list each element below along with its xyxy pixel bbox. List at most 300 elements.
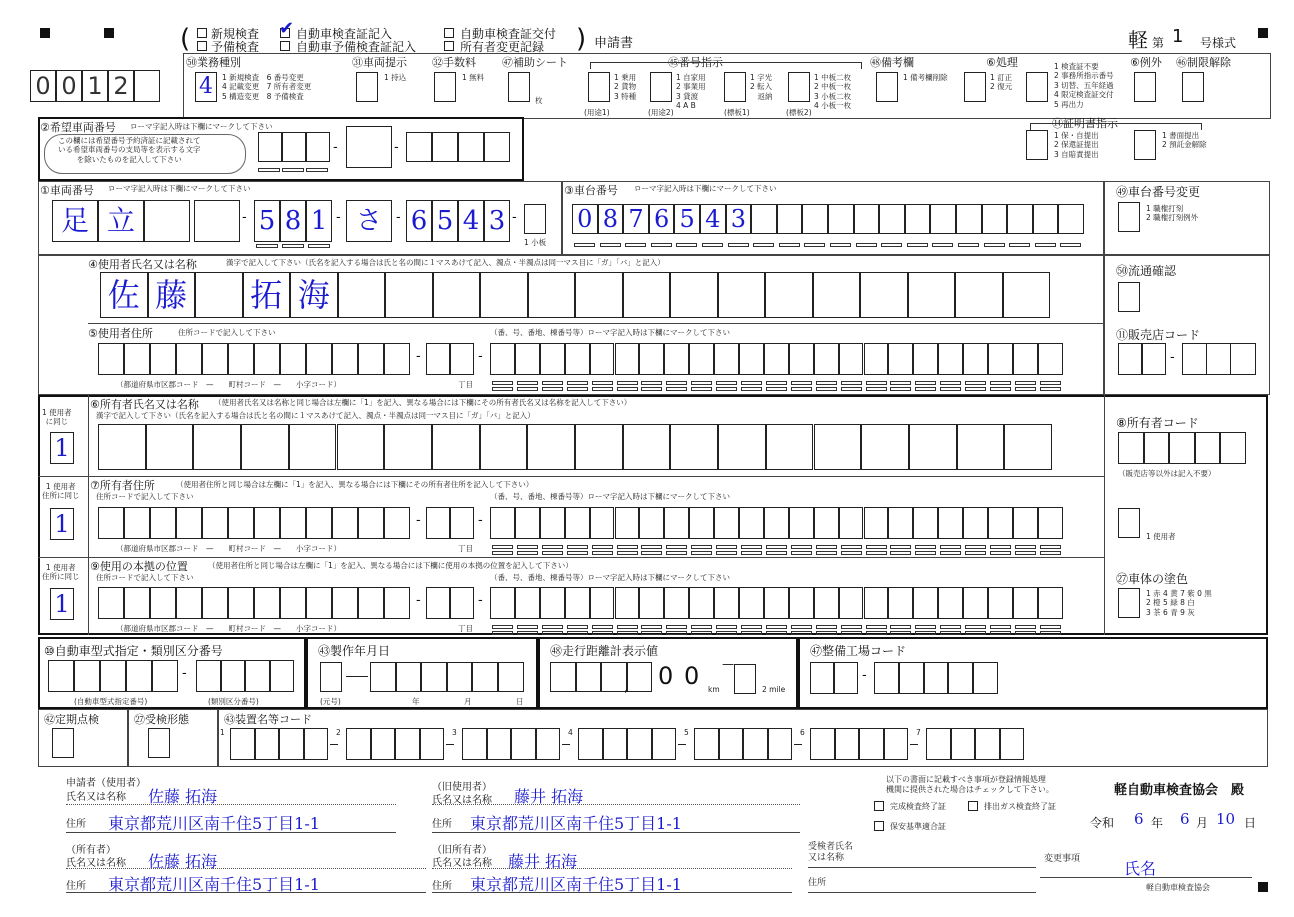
chassis-cell[interactable]: 3 (726, 204, 752, 234)
romaji-mark-line[interactable] (866, 631, 887, 635)
equipment-code-cell[interactable] (487, 728, 512, 760)
address-detail-cell[interactable] (764, 343, 789, 375)
romaji-mark-line[interactable] (256, 244, 278, 248)
equipment-code-cell[interactable] (371, 728, 396, 760)
romaji-mark-line[interactable] (567, 545, 588, 549)
address-detail-cell[interactable] (988, 587, 1013, 619)
romaji-mark-line[interactable] (517, 545, 538, 549)
romaji-mark-line[interactable] (617, 631, 638, 635)
desired-plate-kana-cell[interactable] (346, 126, 392, 168)
plate-kana[interactable]: さ (346, 200, 392, 242)
user-name-cell[interactable]: 佐 (100, 272, 148, 318)
body-color-field[interactable] (1118, 588, 1140, 618)
user-name-cell[interactable] (860, 272, 908, 318)
romaji-mark-line[interactable] (984, 243, 1005, 247)
address-code-cell[interactable] (306, 343, 332, 375)
serial-digit[interactable]: 0 (30, 70, 56, 102)
address-code-cell[interactable] (150, 343, 176, 375)
address-detail-cell[interactable] (689, 343, 714, 375)
romaji-mark-line[interactable] (791, 545, 812, 549)
chassis-change-field[interactable] (1118, 202, 1140, 232)
romaji-mark-line[interactable] (1040, 381, 1061, 385)
address-code-cell[interactable] (384, 507, 410, 539)
address-detail-cell[interactable] (664, 343, 689, 375)
owner-same-field[interactable]: 1 (50, 432, 74, 464)
equipment-code-cell[interactable] (627, 728, 652, 760)
romaji-mark-line[interactable] (517, 625, 538, 629)
address-detail-cell[interactable] (913, 587, 938, 619)
user-name-cell[interactable] (1003, 272, 1051, 318)
user-name-cell[interactable] (955, 272, 1003, 318)
romaji-mark-line[interactable] (1060, 243, 1081, 247)
chassis-cell[interactable] (956, 204, 982, 234)
romaji-mark-line[interactable] (1040, 545, 1061, 549)
romaji-mark-line[interactable] (830, 243, 851, 247)
romaji-mark-line[interactable] (940, 381, 961, 385)
owner-name-cell[interactable] (1004, 424, 1052, 470)
romaji-mark-line[interactable] (691, 631, 712, 635)
address-detail-cell[interactable] (789, 587, 814, 619)
romaji-mark-line[interactable] (641, 551, 662, 555)
user-name-cell[interactable]: 海 (290, 272, 338, 318)
equipment-code-cell[interactable] (768, 728, 793, 760)
owner-name-cell[interactable] (98, 424, 146, 470)
footer-owner-name[interactable]: 佐藤 拓海 (148, 852, 218, 871)
address-detail-cell[interactable] (714, 343, 739, 375)
romaji-mark-line[interactable] (791, 551, 812, 555)
romaji-mark-line[interactable] (691, 545, 712, 549)
equipment-code-cell[interactable] (859, 728, 884, 760)
romaji-mark-line[interactable] (666, 387, 687, 391)
equipment-code-cell[interactable] (511, 728, 536, 760)
romaji-mark-line[interactable] (716, 387, 737, 391)
address-detail-cell[interactable] (764, 507, 789, 539)
romaji-mark-line[interactable] (741, 551, 762, 555)
romaji-mark-line[interactable] (766, 631, 787, 635)
romaji-mark-line[interactable] (617, 387, 638, 391)
owner-code-cell[interactable] (1144, 432, 1170, 464)
user-name-cell[interactable] (480, 272, 528, 318)
plate-region-char[interactable] (144, 200, 190, 242)
romaji-mark-line[interactable] (890, 551, 911, 555)
equipment-code-cell[interactable] (743, 728, 768, 760)
address-code-cell[interactable] (124, 507, 150, 539)
romaji-mark-line[interactable] (791, 381, 812, 385)
model-number-cell[interactable] (152, 660, 178, 692)
address-detail-cell[interactable] (913, 507, 938, 539)
romaji-mark-line[interactable] (791, 631, 812, 635)
address-detail-cell[interactable] (1013, 587, 1038, 619)
address-code-cell[interactable] (202, 507, 228, 539)
address-detail-cell[interactable] (515, 507, 540, 539)
address-detail-cell[interactable] (814, 587, 839, 619)
user-name-cell[interactable]: 藤 (148, 272, 196, 318)
address-code-cell[interactable] (306, 507, 332, 539)
address-code-cell[interactable] (358, 343, 384, 375)
base-same-field[interactable]: 1 (50, 588, 74, 620)
chassis-cell[interactable] (802, 204, 828, 234)
equipment-code-cell[interactable] (395, 728, 420, 760)
old-owner-address[interactable]: 東京都荒川区南千住5丁目1-1 (470, 875, 682, 894)
serial-digit[interactable] (134, 70, 160, 102)
romaji-mark-line[interactable] (592, 631, 613, 635)
model-number-cell[interactable] (126, 660, 152, 692)
romaji-mark-line[interactable] (600, 243, 621, 247)
process-b-field[interactable] (1026, 72, 1048, 102)
chassis-cell[interactable] (1007, 204, 1033, 234)
business-type-field[interactable]: 4 (195, 72, 217, 102)
romaji-mark-line[interactable] (965, 387, 986, 391)
romaji-mark-line[interactable] (1015, 551, 1036, 555)
romaji-mark-line[interactable] (517, 387, 538, 391)
romaji-mark-line[interactable] (965, 381, 986, 385)
use1-field[interactable] (588, 72, 610, 102)
romaji-mark-line[interactable] (766, 381, 787, 385)
romaji-mark-line[interactable] (816, 625, 837, 629)
romaji-mark-line[interactable] (915, 625, 936, 629)
romaji-mark-line[interactable] (841, 631, 862, 635)
romaji-mark-line[interactable] (542, 625, 563, 629)
romaji-mark-line[interactable] (1015, 631, 1036, 635)
address-code-cell[interactable] (450, 507, 474, 539)
romaji-mark-line[interactable] (866, 551, 887, 555)
romaji-mark-line[interactable] (1015, 381, 1036, 385)
owner-code-cell[interactable] (1118, 432, 1144, 464)
equipment-code-cell[interactable] (279, 728, 304, 760)
address-code-cell[interactable] (228, 507, 254, 539)
address-detail-cell[interactable] (963, 587, 988, 619)
desired-plate-serial-cell[interactable] (484, 132, 510, 162)
garage-code-cell[interactable] (874, 662, 899, 694)
romaji-mark-line[interactable] (866, 545, 887, 549)
user-name-cell[interactable] (433, 272, 481, 318)
date-cell[interactable] (396, 662, 422, 692)
romaji-mark-line[interactable] (965, 625, 986, 629)
romaji-mark-line[interactable] (666, 381, 687, 385)
romaji-mark-line[interactable] (676, 243, 697, 247)
address-detail-cell[interactable] (963, 343, 988, 375)
romaji-mark-line[interactable] (517, 381, 538, 385)
address-detail-cell[interactable] (888, 587, 913, 619)
romaji-mark-line[interactable] (890, 387, 911, 391)
equipment-code-cell[interactable] (951, 728, 976, 760)
chassis-cell[interactable] (905, 204, 931, 234)
equipment-code-cell[interactable] (462, 728, 487, 760)
model-number-cell[interactable] (48, 660, 74, 692)
cert-b-field[interactable] (1134, 130, 1156, 160)
address-detail-cell[interactable] (590, 507, 615, 539)
romaji-mark-line[interactable] (492, 625, 513, 629)
address-code-cell[interactable] (202, 343, 228, 375)
romaji-mark-line[interactable] (766, 545, 787, 549)
romaji-mark-line[interactable] (1015, 387, 1036, 391)
chassis-cell[interactable] (751, 204, 777, 234)
user-name-cell[interactable] (575, 272, 623, 318)
romaji-mark-line[interactable] (282, 244, 304, 248)
romaji-mark-line[interactable] (816, 631, 837, 635)
romaji-mark-line[interactable] (965, 631, 986, 635)
romaji-mark-line[interactable] (1035, 243, 1056, 247)
old-user-address[interactable]: 東京都荒川区南千住5丁目1-1 (470, 814, 682, 833)
user-name-cell[interactable] (718, 272, 766, 318)
romaji-mark-line[interactable] (716, 381, 737, 385)
address-code-cell[interactable] (358, 507, 384, 539)
chassis-cell[interactable]: 5 (674, 204, 700, 234)
equipment-code-cell[interactable] (652, 728, 677, 760)
address-detail-cell[interactable] (739, 507, 764, 539)
romaji-mark-line[interactable] (915, 545, 936, 549)
romaji-mark-line[interactable] (716, 545, 737, 549)
exhaust-cert-checkbox[interactable] (968, 801, 978, 811)
romaji-mark-line[interactable] (841, 545, 862, 549)
desired-plate-serial-cell[interactable] (432, 132, 458, 162)
romaji-mark-line[interactable] (766, 625, 787, 629)
user-name-cell[interactable] (623, 272, 671, 318)
dealer-code-cell[interactable] (1230, 343, 1256, 375)
romaji-mark-line[interactable] (617, 381, 638, 385)
chassis-cell[interactable]: 6 (649, 204, 675, 234)
address-code-cell[interactable] (176, 507, 202, 539)
romaji-mark-line[interactable] (866, 387, 887, 391)
old-owner-name[interactable]: 藤井 拓海 (508, 852, 578, 871)
romaji-mark-line[interactable] (691, 551, 712, 555)
address-detail-cell[interactable] (590, 343, 615, 375)
romaji-mark-line[interactable] (753, 243, 774, 247)
address-detail-cell[interactable] (490, 507, 515, 539)
user-name-cell[interactable] (670, 272, 718, 318)
equipment-code-cell[interactable] (603, 728, 628, 760)
address-detail-cell[interactable] (639, 587, 664, 619)
romaji-mark-line[interactable] (1040, 625, 1061, 629)
user-name-cell[interactable] (385, 272, 433, 318)
restriction-field[interactable] (1182, 72, 1204, 102)
address-detail-cell[interactable] (789, 343, 814, 375)
address-detail-cell[interactable] (888, 343, 913, 375)
chassis-cell[interactable]: 7 (623, 204, 649, 234)
romaji-mark-line[interactable] (915, 631, 936, 635)
serial-digit[interactable]: 1 (82, 70, 108, 102)
address-detail-cell[interactable] (490, 343, 515, 375)
romaji-mark-line[interactable] (492, 387, 513, 391)
garage-code-cell[interactable] (948, 662, 973, 694)
address-detail-cell[interactable] (1038, 343, 1063, 375)
new-inspection-checkbox[interactable] (197, 28, 207, 38)
cert-a-field[interactable] (1026, 130, 1048, 160)
address-detail-cell[interactable] (664, 507, 689, 539)
address-code-cell[interactable] (150, 587, 176, 619)
desired-plate-serial-cell[interactable] (406, 132, 432, 162)
address-detail-cell[interactable] (565, 587, 590, 619)
address-detail-cell[interactable] (590, 587, 615, 619)
equipment-code-cell[interactable] (346, 728, 371, 760)
romaji-mark-line[interactable] (741, 381, 762, 385)
romaji-mark-line[interactable] (728, 243, 749, 247)
distribution-field[interactable] (1118, 282, 1140, 312)
equipment-code-cell[interactable] (810, 728, 835, 760)
address-detail-cell[interactable] (565, 507, 590, 539)
small-plate-field[interactable] (524, 204, 546, 234)
romaji-mark-line[interactable] (907, 243, 928, 247)
equipment-code-cell[interactable] (719, 728, 744, 760)
romaji-mark-line[interactable] (1040, 387, 1061, 391)
owner-address-same-field[interactable]: 1 (50, 508, 74, 540)
vehicle-present-field[interactable] (356, 72, 378, 102)
chassis-cell[interactable] (854, 204, 880, 234)
romaji-mark-line[interactable] (866, 625, 887, 629)
equipment-code-cell[interactable] (304, 728, 329, 760)
romaji-mark-line[interactable] (625, 243, 646, 247)
owner-name-cell[interactable] (766, 424, 814, 470)
romaji-mark-line[interactable] (890, 381, 911, 385)
romaji-mark-line[interactable] (641, 625, 662, 629)
address-code-cell[interactable] (358, 587, 384, 619)
address-detail-cell[interactable] (540, 343, 565, 375)
romaji-mark-line[interactable] (791, 387, 812, 391)
romaji-mark-line[interactable] (666, 631, 687, 635)
address-code-cell[interactable] (228, 343, 254, 375)
plate-region-char[interactable] (194, 200, 240, 242)
chassis-cell[interactable] (879, 204, 905, 234)
owner-name-cell[interactable] (909, 424, 957, 470)
equipment-code-cell[interactable] (884, 728, 909, 760)
romaji-mark-line[interactable] (841, 625, 862, 629)
dealer-code-cell[interactable] (1142, 343, 1166, 375)
applicant-name[interactable]: 佐藤 拓海 (148, 787, 218, 806)
address-detail-cell[interactable] (714, 507, 739, 539)
cert-issue-checkbox[interactable] (444, 28, 454, 38)
address-code-cell[interactable] (306, 587, 332, 619)
romaji-mark-line[interactable] (542, 545, 563, 549)
romaji-mark-line[interactable] (1015, 545, 1036, 549)
romaji-mark-line[interactable] (866, 381, 887, 385)
address-detail-cell[interactable] (615, 507, 640, 539)
romaji-mark-line[interactable] (567, 381, 588, 385)
romaji-mark-line[interactable] (741, 545, 762, 549)
address-code-cell[interactable] (426, 587, 450, 619)
equipment-code-cell[interactable] (975, 728, 1000, 760)
equipment-code-cell[interactable] (255, 728, 280, 760)
plate2-field[interactable] (788, 72, 810, 102)
chassis-cell[interactable] (982, 204, 1008, 234)
romaji-mark-line[interactable] (691, 381, 712, 385)
romaji-mark-line[interactable] (766, 387, 787, 391)
address-detail-cell[interactable] (515, 587, 540, 619)
garage-code-cell[interactable] (973, 662, 998, 694)
owner-name-cell[interactable] (146, 424, 194, 470)
remarks-field[interactable] (876, 72, 898, 102)
romaji-mark-line[interactable] (940, 625, 961, 629)
address-code-cell[interactable] (332, 587, 358, 619)
romaji-mark-line[interactable] (990, 545, 1011, 549)
address-detail-cell[interactable] (963, 507, 988, 539)
process-a-field[interactable] (964, 72, 986, 102)
owner-name-cell[interactable] (623, 424, 671, 470)
owner-code-cell[interactable] (1220, 432, 1246, 464)
romaji-mark-line[interactable] (841, 381, 862, 385)
chassis-cell[interactable]: 8 (598, 204, 624, 234)
romaji-mark-line[interactable] (517, 631, 538, 635)
romaji-mark-line[interactable] (592, 387, 613, 391)
owner-code-cell[interactable] (1169, 432, 1195, 464)
address-detail-cell[interactable] (1013, 507, 1038, 539)
owner-name-cell[interactable] (861, 424, 909, 470)
address-code-cell[interactable] (280, 343, 306, 375)
owner-name-cell[interactable] (480, 424, 528, 470)
romaji-mark-line[interactable] (741, 387, 762, 391)
date-month[interactable]: 6 (1180, 810, 1190, 828)
romaji-mark-line[interactable] (816, 381, 837, 385)
odometer-cell[interactable] (627, 662, 653, 692)
romaji-mark-line[interactable] (592, 551, 613, 555)
address-detail-cell[interactable] (839, 343, 864, 375)
address-code-cell[interactable] (426, 343, 450, 375)
romaji-mark-line[interactable] (716, 551, 737, 555)
chassis-cell[interactable] (1033, 204, 1059, 234)
plate-region-char[interactable]: 立 (98, 200, 144, 242)
address-code-cell[interactable] (176, 587, 202, 619)
address-detail-cell[interactable] (565, 343, 590, 375)
romaji-mark-line[interactable] (915, 381, 936, 385)
address-detail-cell[interactable] (1038, 587, 1063, 619)
address-code-cell[interactable] (280, 587, 306, 619)
fee-field[interactable] (434, 72, 456, 102)
address-detail-cell[interactable] (814, 507, 839, 539)
address-detail-cell[interactable] (1013, 343, 1038, 375)
address-code-cell[interactable] (426, 507, 450, 539)
romaji-mark-line[interactable] (1015, 625, 1036, 629)
date-day[interactable]: 10 (1216, 810, 1236, 828)
owner-name-cell[interactable] (384, 424, 432, 470)
desired-plate-serial-cell[interactable] (458, 132, 484, 162)
address-detail-cell[interactable] (938, 343, 963, 375)
romaji-mark-line[interactable] (567, 551, 588, 555)
romaji-mark-line[interactable] (617, 545, 638, 549)
romaji-mark-line[interactable] (816, 551, 837, 555)
romaji-mark-line[interactable] (641, 631, 662, 635)
desired-plate-class-cell[interactable] (258, 132, 282, 162)
romaji-mark-line[interactable] (940, 387, 961, 391)
romaji-mark-line[interactable] (592, 545, 613, 549)
owner-name-cell[interactable] (957, 424, 1005, 470)
desired-plate-class-cell[interactable] (306, 132, 330, 162)
garage-code-cell[interactable] (899, 662, 924, 694)
address-code-cell[interactable] (384, 587, 410, 619)
romaji-mark-line[interactable] (574, 243, 595, 247)
model-number-cell[interactable] (100, 660, 126, 692)
address-detail-cell[interactable] (839, 507, 864, 539)
address-detail-cell[interactable] (789, 507, 814, 539)
address-code-cell[interactable] (202, 587, 228, 619)
romaji-mark-line[interactable] (716, 625, 737, 629)
address-detail-cell[interactable] (988, 507, 1013, 539)
plate-serial-digit[interactable]: 3 (484, 200, 510, 242)
equipment-code-cell[interactable] (1000, 728, 1025, 760)
romaji-mark-line[interactable] (890, 631, 911, 635)
romaji-mark-line[interactable] (1040, 551, 1061, 555)
address-code-cell[interactable] (228, 587, 254, 619)
user-name-cell[interactable]: 拓 (243, 272, 291, 318)
plate-serial-digit[interactable]: 5 (432, 200, 458, 242)
user-name-cell[interactable] (338, 272, 386, 318)
address-code-cell[interactable] (254, 343, 280, 375)
address-detail-cell[interactable] (515, 343, 540, 375)
serial-digit[interactable]: 2 (108, 70, 134, 102)
date-year[interactable]: 6 (1134, 810, 1144, 828)
equipment-code-cell[interactable] (694, 728, 719, 760)
dealer-code-cell[interactable] (1206, 343, 1232, 375)
plate-serial-digit[interactable]: 6 (406, 200, 432, 242)
odometer-cell[interactable] (601, 662, 627, 692)
